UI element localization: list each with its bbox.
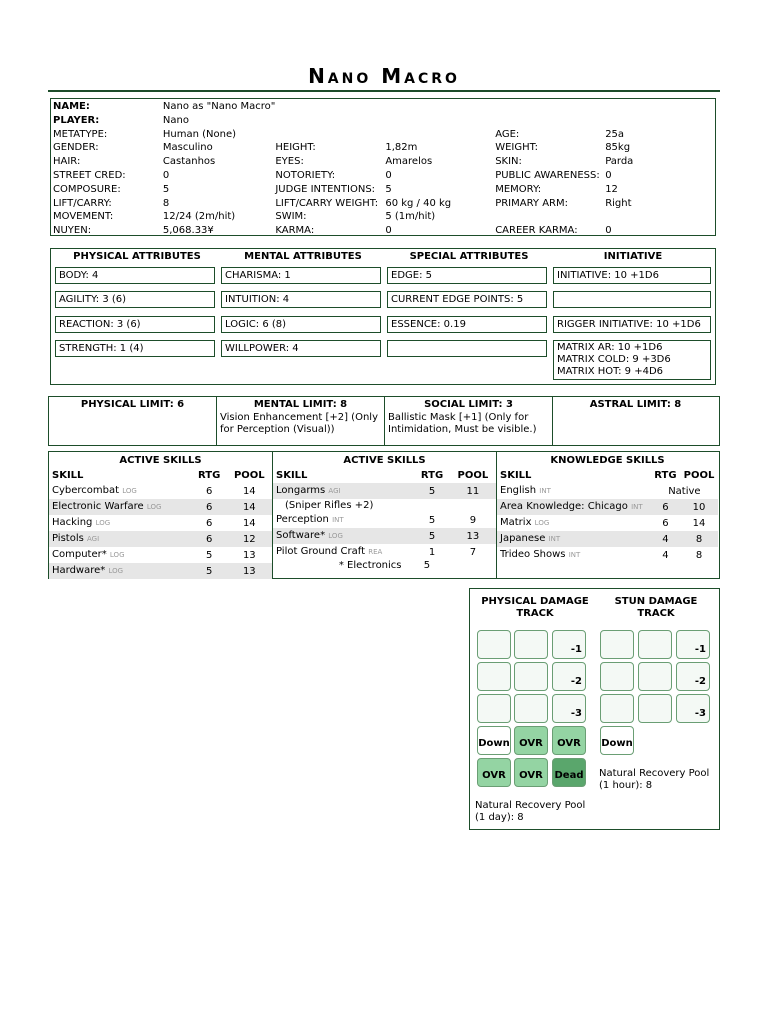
physical-limit-notes — [49, 410, 216, 414]
skill-rating: 6 — [651, 499, 680, 515]
info-row — [53, 114, 715, 128]
skill-attribute: AGI — [87, 535, 100, 543]
special-attribute: ESSENCE: 0.19 — [387, 316, 547, 333]
info-label: NOTORIETY: — [275, 169, 336, 181]
physical-overflow-box-label: OVR — [557, 738, 581, 749]
skill-pool: 10 — [680, 499, 718, 515]
info-row — [53, 128, 715, 142]
skill-header-row — [497, 468, 718, 483]
skill-group-note — [273, 560, 496, 571]
skill-name-cell — [49, 515, 192, 531]
social-limit-notes: Ballistic Mask [+1] (Only for Intimidation, Must be visible.) — [388, 412, 537, 435]
skill-attribute: LOG — [95, 519, 111, 527]
astral-limit-label: ASTRAL LIMIT: 8 — [589, 399, 682, 410]
physical-damage-box[interactable] — [477, 630, 511, 659]
active-skills-column-2 — [273, 452, 497, 578]
info-value: 5 (1m/hit) — [385, 211, 436, 223]
stun-down-box-label: Down — [601, 738, 633, 749]
skill-row — [497, 547, 718, 563]
skill-rating: 6 — [192, 531, 227, 547]
special-attribute: EDGE: 5 — [387, 267, 547, 284]
mental-attributes-header: MENTAL ATTRIBUTES — [244, 251, 362, 262]
stun-damage-header: STUN DAMAGE TRACK — [614, 596, 698, 619]
initiative-value — [553, 291, 711, 308]
physical-overflow-box-label: OVR — [482, 770, 506, 781]
physical-down-box[interactable] — [477, 726, 511, 755]
physical-damage-header: PHYSICAL DAMAGE TRACK — [481, 596, 589, 619]
skill-name: Pistols — [52, 533, 84, 544]
physical-damage-box[interactable] — [514, 662, 548, 691]
stun-damage-box[interactable] — [676, 630, 710, 659]
skill-col-skill: SKILL — [276, 470, 308, 481]
mental-limit — [217, 397, 385, 445]
skill-name-cell — [273, 512, 414, 528]
stun-damage-box[interactable] — [600, 694, 634, 723]
info-row — [53, 141, 715, 155]
skill-attribute: LOG — [146, 503, 162, 511]
skill-col-pool: POOL — [457, 470, 489, 481]
physical-damage-box-label: -1 — [570, 644, 582, 655]
skill-attribute: LOG — [534, 519, 550, 527]
mental-limit-notes: Vision Enhancement [+2] (Only for Perception (Visual)) — [220, 412, 378, 435]
physical-overflow-box[interactable] — [477, 758, 511, 787]
skill-pool: 11 — [450, 483, 496, 499]
skill-pool: 14 — [227, 499, 272, 515]
physical-damage-box[interactable] — [552, 630, 586, 659]
physical-damage-box-label: -3 — [570, 708, 582, 719]
physical-attribute: BODY: 4 — [55, 267, 215, 284]
skill-row — [273, 483, 496, 499]
physical-attribute: AGILITY: 3 (6) — [55, 291, 215, 308]
info-value: Parda — [605, 156, 634, 168]
info-label: HAIR: — [53, 156, 81, 168]
initiative-value: INITIATIVE: 10 +1D6 — [553, 267, 711, 284]
damage-tracks-box — [469, 588, 720, 830]
info-label: AGE: — [495, 128, 520, 140]
skill-name: Electronic Warfare — [52, 501, 144, 512]
physical-damage-box[interactable] — [477, 694, 511, 723]
skill-name-cell — [49, 499, 192, 515]
physical-damage-box[interactable] — [514, 630, 548, 659]
info-label — [495, 210, 605, 224]
physical-attribute: STRENGTH: 1 (4) — [55, 340, 215, 357]
matrix-initiative-line: MATRIX HOT: 9 +4D6 — [557, 366, 664, 377]
info-value — [385, 128, 495, 142]
physical-down-box-label: Down — [478, 738, 510, 749]
stun-damage-box-label: -2 — [694, 676, 706, 687]
skill-rating: 6 — [205, 517, 213, 529]
info-label — [275, 128, 385, 142]
skill-pool: 14 — [692, 517, 706, 529]
info-label: MEMORY: — [495, 183, 542, 195]
stun-damage-box[interactable] — [638, 694, 672, 723]
info-label: PUBLIC AWARENESS: — [495, 169, 600, 181]
physical-damage-box[interactable] — [552, 662, 586, 691]
skill-name: Hacking — [52, 517, 93, 528]
info-label: NUYEN: — [53, 225, 92, 237]
physical-damage-box[interactable] — [552, 694, 586, 723]
info-label: PRIMARY ARM: — [495, 197, 568, 209]
skill-group-label: * Electronics — [338, 560, 402, 571]
skill-attribute: REA — [368, 548, 383, 556]
initiative-value: RIGGER INITIATIVE: 10 +1D6 — [553, 316, 711, 333]
info-row — [53, 169, 715, 183]
info-value: 5 — [385, 183, 392, 195]
skill-row — [49, 483, 272, 499]
attributes-box — [50, 248, 716, 385]
info-value: 0 — [162, 169, 170, 181]
info-label: JUDGE INTENTIONS: — [275, 183, 376, 195]
skill-name: Pilot Ground Craft — [276, 546, 366, 557]
skill-name: Hardware* — [52, 565, 106, 576]
skill-col-skill: SKILL — [52, 470, 84, 481]
skill-specialization-row — [273, 499, 496, 512]
stun-damage-box[interactable] — [676, 662, 710, 691]
skill-group-rating: 5 — [423, 560, 431, 571]
skill-attribute: AGI — [328, 487, 341, 495]
skill-name: Longarms — [276, 485, 326, 496]
stun-damage-box-label: -1 — [694, 644, 706, 655]
personal-info-box — [50, 98, 716, 236]
info-label: SKIN: — [495, 156, 522, 168]
physical-overflow-box[interactable] — [552, 726, 586, 755]
matrix-initiative — [553, 340, 711, 380]
skill-col-rtg: RTG — [654, 470, 677, 481]
physical-limit-label: PHYSICAL LIMIT: 6 — [80, 399, 185, 410]
skill-pool: 13 — [227, 563, 272, 579]
skill-name-cell — [497, 515, 651, 531]
info-label — [275, 114, 385, 128]
skill-name-cell — [273, 544, 414, 560]
active-skills-header: ACTIVE SKILLS — [119, 455, 202, 466]
info-label: EYES: — [275, 156, 304, 168]
skill-row — [273, 528, 496, 544]
skill-attribute: LOG — [108, 567, 124, 575]
skill-pool: 8 — [680, 531, 718, 547]
skill-rating: 1 — [428, 546, 436, 558]
skill-attribute: LOG — [328, 532, 343, 540]
physical-damage-box-label: -2 — [570, 676, 582, 687]
special-attribute — [387, 340, 547, 357]
skill-name-cell — [49, 563, 192, 579]
skill-row — [49, 547, 272, 563]
limits-box — [48, 396, 720, 446]
skill-rating: 6 — [205, 485, 213, 497]
skill-col-rtg: RTG — [420, 470, 444, 481]
info-value: 8 — [162, 197, 170, 209]
info-row — [53, 197, 715, 211]
info-row — [53, 183, 715, 197]
physical-attribute: REACTION: 3 (6) — [55, 316, 215, 333]
physical-attributes-header: PHYSICAL ATTRIBUTES — [73, 251, 201, 262]
social-limit — [385, 397, 553, 445]
social-limit-label: SOCIAL LIMIT: 3 — [424, 399, 513, 410]
knowledge-skills-column — [497, 452, 718, 578]
info-value: 0 — [605, 169, 612, 181]
skill-pool: 13 — [450, 528, 496, 544]
skill-pool: 14 — [242, 517, 256, 529]
skill-row — [497, 499, 718, 515]
stun-damage-box-label: -3 — [694, 708, 706, 719]
stun-damage-box[interactable] — [600, 662, 634, 691]
physical-overflow-box[interactable] — [514, 726, 548, 755]
skill-name: Japanese — [500, 533, 546, 544]
info-value: 0 — [385, 225, 392, 237]
skill-pool: 8 — [695, 549, 703, 561]
info-label: NAME: — [53, 101, 90, 112]
info-value: Amarelos — [385, 156, 433, 168]
physical-overflow-box-label: OVR — [519, 738, 543, 749]
info-value: 85kg — [605, 142, 631, 154]
mental-attribute: INTUITION: 4 — [221, 291, 381, 308]
skill-row — [497, 531, 718, 547]
skill-attribute: LOG — [109, 551, 125, 559]
skill-col-pool: POOL — [683, 470, 715, 481]
skill-name: Area Knowledge: Chicago — [500, 501, 628, 512]
skill-name-cell — [497, 483, 651, 499]
skill-name: Cybercombat — [52, 485, 120, 496]
info-row — [53, 100, 715, 114]
skill-name-cell — [497, 547, 651, 563]
info-label: MOVEMENT: — [53, 211, 114, 223]
physical-limit — [49, 397, 217, 445]
astral-limit — [553, 397, 718, 445]
info-value — [605, 100, 715, 114]
skill-rating: 6 — [662, 517, 669, 529]
knowledge-skills-header: KNOWLEDGE SKILLS — [550, 455, 665, 466]
skill-row — [273, 544, 496, 560]
physical-damage-box[interactable] — [477, 662, 511, 691]
skill-name-cell — [273, 483, 414, 499]
skill-row — [273, 512, 496, 528]
info-label: METATYPE: — [53, 128, 108, 140]
skill-attribute: INT — [631, 503, 643, 511]
skill-col-rtg: RTG — [198, 470, 221, 481]
skill-name: Computer* — [52, 549, 107, 560]
special-attribute: CURRENT EDGE POINTS: 5 — [387, 291, 547, 308]
info-value — [605, 114, 715, 128]
mental-attribute: WILLPOWER: 4 — [221, 340, 381, 357]
special-attributes-header: SPECIAL ATTRIBUTES — [409, 251, 529, 262]
skill-name-cell — [273, 528, 414, 544]
info-value — [385, 100, 495, 114]
physical-dead-box[interactable] — [552, 758, 586, 787]
info-value: 0 — [605, 225, 612, 237]
skill-attribute: INT — [539, 487, 551, 495]
skill-name: Trideo Shows — [500, 549, 566, 560]
knowledge-skills-table — [497, 468, 718, 563]
info-label: LIFT/CARRY: — [53, 197, 112, 209]
info-value: Right — [605, 197, 632, 209]
info-label: HEIGHT: — [275, 142, 316, 154]
skill-rating: 5 — [414, 528, 450, 544]
info-label: LIFT/CARRY WEIGHT: — [275, 197, 379, 209]
info-value — [605, 210, 715, 224]
info-row — [53, 224, 715, 238]
skill-attribute: INT — [568, 551, 581, 559]
skill-rating: 5 — [428, 514, 436, 526]
active-skills-column-1 — [49, 452, 273, 578]
info-value: Masculino — [162, 142, 213, 154]
skill-row — [497, 515, 718, 531]
skill-pool: 12 — [227, 531, 272, 547]
initiative-header: INITIATIVE — [603, 251, 663, 262]
physical-overflow-box[interactable] — [514, 758, 548, 787]
skill-attribute: INT — [548, 535, 561, 543]
skill-row — [49, 515, 272, 531]
stun-damage-box[interactable] — [638, 662, 672, 691]
skills-box — [48, 451, 720, 579]
skill-name: Software* — [276, 530, 326, 541]
skill-name-cell — [497, 499, 651, 515]
skill-name-cell — [49, 531, 192, 547]
skill-attribute: LOG — [122, 487, 137, 495]
skill-row — [49, 531, 272, 547]
info-label: KARMA: — [275, 225, 315, 237]
info-value: 0 — [385, 169, 392, 181]
active-skills-table-1 — [49, 468, 272, 579]
stun-damage-box[interactable] — [676, 694, 710, 723]
skill-rating: 5 — [192, 563, 227, 579]
info-value: 60 kg / 40 kg — [385, 197, 452, 209]
skill-col-skill: SKILL — [500, 470, 532, 481]
info-value: 5 — [162, 183, 170, 195]
skill-row — [49, 563, 272, 579]
skill-name: Perception — [276, 514, 329, 525]
info-value: Nano — [162, 114, 189, 126]
info-row — [53, 210, 715, 224]
active-skills-table-2 — [273, 468, 496, 560]
stun-damage-box[interactable] — [600, 630, 634, 659]
mental-attribute: CHARISMA: 1 — [221, 267, 381, 284]
info-value: 5,068.33¥ — [162, 225, 214, 237]
skill-row — [497, 483, 718, 499]
skill-name-cell — [49, 483, 192, 499]
info-label — [495, 114, 605, 128]
skill-pool: 14 — [242, 485, 256, 497]
stun-damage-box[interactable] — [638, 630, 672, 659]
skill-rating: 4 — [651, 531, 680, 547]
skill-name-cell — [49, 547, 192, 563]
info-label — [495, 100, 605, 114]
physical-damage-box[interactable] — [514, 694, 548, 723]
skill-pool: 7 — [469, 546, 477, 558]
skill-name: Matrix — [500, 517, 532, 528]
physical-dead-box-label: Dead — [554, 770, 584, 781]
skill-rating: 5 — [205, 549, 213, 561]
info-value: Nano as "Nano Macro" — [162, 101, 276, 112]
skill-pool: 13 — [242, 549, 256, 561]
skill-rating: 4 — [662, 549, 669, 561]
skill-rating: Native — [668, 485, 701, 497]
skill-name: English — [500, 485, 537, 496]
skill-rating: 6 — [192, 499, 227, 515]
info-value: 12 — [605, 183, 618, 195]
mental-attribute: LOGIC: 6 (8) — [221, 316, 381, 333]
stun-down-box[interactable] — [600, 726, 634, 755]
skill-header-row — [273, 468, 496, 483]
skill-pool: 9 — [469, 514, 477, 526]
skill-row — [49, 499, 272, 515]
info-value: Castanhos — [162, 156, 216, 168]
info-value — [385, 114, 495, 128]
info-value: 12/24 (2m/hit) — [162, 211, 236, 223]
info-label: PLAYER: — [53, 114, 100, 126]
matrix-initiative-line: MATRIX COLD: 9 +3D6 — [557, 354, 671, 365]
info-label: SWIM: — [275, 211, 307, 223]
astral-limit-notes — [553, 410, 718, 414]
info-value: 1,82m — [385, 142, 418, 154]
physical-recovery-pool: Natural Recovery Pool (1 day): 8 — [475, 800, 586, 823]
info-value: Human (None) — [162, 128, 237, 140]
info-label: WEIGHT: — [495, 142, 539, 154]
mental-limit-label: MENTAL LIMIT: 8 — [253, 399, 348, 410]
info-value: 25a — [605, 128, 625, 140]
character-name-title: Nano Macro — [308, 64, 460, 88]
title-divider — [48, 90, 720, 92]
active-skills-header-2: ACTIVE SKILLS — [343, 455, 426, 466]
personal-info-table — [53, 100, 715, 238]
skill-attribute: INT — [332, 516, 344, 524]
skill-rating: 5 — [414, 483, 450, 499]
info-label: CAREER KARMA: — [495, 225, 578, 237]
matrix-initiative-line: MATRIX AR: 10 +1D6 — [557, 342, 663, 353]
skill-specialization: (Sniper Rifles +2) — [285, 500, 374, 511]
info-label — [275, 100, 385, 114]
info-label: GENDER: — [53, 142, 99, 154]
stun-recovery-pool: Natural Recovery Pool (1 hour): 8 — [599, 768, 710, 791]
skill-name-cell — [497, 531, 651, 547]
info-row — [53, 155, 715, 169]
physical-overflow-box-label: OVR — [519, 770, 543, 781]
info-label: COMPOSURE: — [53, 183, 121, 195]
info-label: STREET CRED: — [53, 169, 126, 181]
skill-col-pool: POOL — [233, 470, 265, 481]
skill-header-row — [49, 468, 272, 483]
